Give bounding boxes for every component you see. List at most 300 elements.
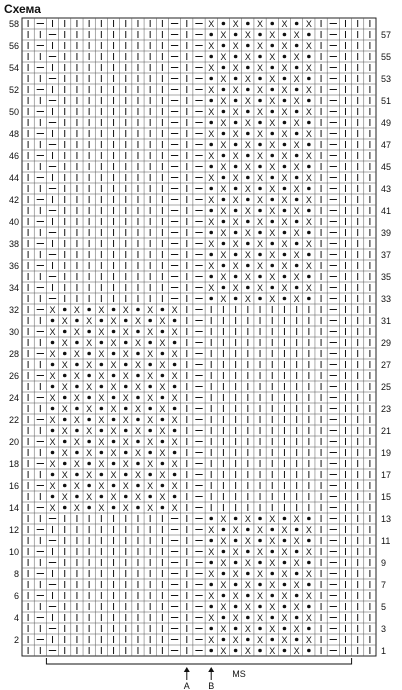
cross-stitch: X <box>220 118 227 128</box>
cross-stitch: X <box>208 547 215 557</box>
bobble-stitch <box>270 616 274 620</box>
cross-stitch: X <box>208 283 215 293</box>
row-number-right: 23 <box>381 404 392 414</box>
bobble-stitch <box>209 627 213 631</box>
cross-stitch: X <box>305 261 312 271</box>
bobble-stitch <box>234 55 238 59</box>
cross-stitch: X <box>86 404 93 414</box>
bobble-stitch <box>173 473 177 477</box>
bobble-stitch <box>222 550 226 554</box>
bobble-stitch <box>173 341 177 345</box>
cross-stitch: X <box>122 305 129 315</box>
bobble-stitch <box>87 418 91 422</box>
row-number-left: 18 <box>8 459 19 469</box>
bobble-stitch <box>161 330 165 334</box>
cross-stitch: X <box>220 514 227 524</box>
bobble-stitch <box>148 473 152 477</box>
bobble-stitch <box>270 286 274 290</box>
cross-stitch: X <box>49 327 56 337</box>
cross-stitch: X <box>281 129 288 139</box>
cross-stitch: X <box>147 305 154 315</box>
cross-stitch: X <box>257 591 264 601</box>
bobble-stitch <box>258 253 262 257</box>
cross-stitch: X <box>147 415 154 425</box>
bobble-stitch <box>246 594 250 598</box>
cross-stitch: X <box>281 63 288 73</box>
cross-stitch: X <box>208 635 215 645</box>
bobble-stitch <box>136 440 140 444</box>
bobble-stitch <box>51 451 55 455</box>
cross-stitch: X <box>244 162 251 172</box>
cross-stitch: X <box>269 514 276 524</box>
bobble-stitch <box>173 319 177 323</box>
bobble-stitch <box>209 649 213 653</box>
cross-stitch: X <box>232 63 239 73</box>
bobble-stitch <box>173 429 177 433</box>
cross-stitch: X <box>293 184 300 194</box>
cross-stitch: X <box>208 591 215 601</box>
cross-stitch: X <box>293 624 300 634</box>
bobble-stitch <box>51 363 55 367</box>
bobble-stitch <box>307 187 311 191</box>
row-number-left: 50 <box>8 107 19 117</box>
cross-stitch: X <box>269 602 276 612</box>
cross-stitch: X <box>86 338 93 348</box>
cross-stitch: X <box>122 415 129 425</box>
cross-stitch: X <box>281 107 288 117</box>
row-number-left: 30 <box>8 327 19 337</box>
cross-stitch: X <box>244 228 251 238</box>
bobble-stitch <box>246 44 250 48</box>
bobble-stitch <box>258 77 262 81</box>
cross-stitch: X <box>73 349 80 359</box>
row-number-right: 11 <box>381 536 391 546</box>
bobble-stitch <box>63 308 67 312</box>
cross-stitch: X <box>147 349 154 359</box>
bobble-stitch <box>307 231 311 235</box>
cross-stitch: X <box>98 415 105 425</box>
cross-stitch: X <box>269 536 276 546</box>
cross-stitch: X <box>220 536 227 546</box>
bobble-stitch <box>173 385 177 389</box>
cross-stitch: X <box>171 437 178 447</box>
bobble-stitch <box>148 451 152 455</box>
cross-stitch: X <box>208 195 215 205</box>
cross-stitch: X <box>269 646 276 656</box>
bobble-stitch <box>307 33 311 37</box>
cross-stitch: X <box>73 481 80 491</box>
cross-stitch: X <box>220 96 227 106</box>
bobble-stitch <box>307 583 311 587</box>
cross-stitch: X <box>257 525 264 535</box>
row-number-left: 8 <box>13 569 19 579</box>
cross-stitch: X <box>98 349 105 359</box>
cross-stitch: X <box>232 195 239 205</box>
bobble-stitch <box>124 407 128 411</box>
bobble-stitch <box>136 396 140 400</box>
cross-stitch: X <box>305 63 312 73</box>
cross-stitch: X <box>269 140 276 150</box>
row-number-right: 39 <box>381 228 392 238</box>
cross-stitch: X <box>110 426 117 436</box>
cross-stitch: X <box>61 470 68 480</box>
bobble-stitch <box>173 363 177 367</box>
bobble-stitch <box>270 638 274 642</box>
bobble-stitch <box>295 22 299 26</box>
cross-stitch: X <box>269 250 276 260</box>
cross-stitch: X <box>257 85 264 95</box>
cross-stitch: X <box>305 151 312 161</box>
bobble-stitch <box>87 374 91 378</box>
cross-stitch: X <box>220 228 227 238</box>
cross-stitch: X <box>293 74 300 84</box>
cross-stitch: X <box>220 272 227 282</box>
cross-stitch: X <box>305 613 312 623</box>
bobble-stitch <box>75 451 79 455</box>
bobble-stitch <box>87 506 91 510</box>
cross-stitch: X <box>110 316 117 326</box>
cross-stitch: X <box>305 547 312 557</box>
cross-stitch: X <box>281 41 288 51</box>
bobble-stitch <box>222 638 226 642</box>
cross-stitch: X <box>244 602 251 612</box>
bobble-stitch <box>87 352 91 356</box>
bobble-stitch <box>222 286 226 290</box>
cross-stitch: X <box>281 635 288 645</box>
bobble-stitch <box>307 297 311 301</box>
bobble-stitch <box>258 627 262 631</box>
bobble-stitch <box>283 517 287 521</box>
cross-stitch: X <box>134 338 141 348</box>
cross-stitch: X <box>49 437 56 447</box>
cross-stitch: X <box>257 569 264 579</box>
bobble-stitch <box>258 209 262 213</box>
bobble-stitch <box>222 616 226 620</box>
label-ms: MS <box>232 669 246 679</box>
bobble-stitch <box>209 187 213 191</box>
cross-stitch: X <box>159 492 166 502</box>
bobble-stitch <box>51 319 55 323</box>
row-number-left: 26 <box>8 371 19 381</box>
bobble-stitch <box>258 231 262 235</box>
cross-stitch: X <box>305 195 312 205</box>
cross-stitch: X <box>49 481 56 491</box>
cross-stitch: X <box>244 646 251 656</box>
bobble-stitch <box>258 143 262 147</box>
cross-stitch: X <box>220 140 227 150</box>
cross-stitch: X <box>305 283 312 293</box>
cross-stitch: X <box>220 184 227 194</box>
cross-stitch: X <box>159 404 166 414</box>
bobble-stitch <box>283 231 287 235</box>
cross-stitch: X <box>281 195 288 205</box>
bobble-stitch <box>136 418 140 422</box>
cross-stitch: X <box>244 96 251 106</box>
cross-stitch: X <box>244 184 251 194</box>
cross-stitch: X <box>122 437 129 447</box>
cross-stitch: X <box>269 272 276 282</box>
bobble-stitch <box>209 77 213 81</box>
cross-stitch: X <box>49 349 56 359</box>
bobble-stitch <box>161 418 165 422</box>
row-number-left: 48 <box>8 129 19 139</box>
bobble-stitch <box>234 187 238 191</box>
cross-stitch: X <box>257 635 264 645</box>
bobble-stitch <box>136 308 140 312</box>
bobble-stitch <box>63 374 67 378</box>
bobble-stitch <box>63 352 67 356</box>
cross-stitch: X <box>232 41 239 51</box>
cross-stitch: X <box>122 393 129 403</box>
bobble-stitch <box>283 99 287 103</box>
cross-stitch: X <box>220 74 227 84</box>
bobble-stitch <box>222 220 226 224</box>
cross-stitch: X <box>134 470 141 480</box>
bobble-stitch <box>87 440 91 444</box>
bobble-stitch <box>75 385 79 389</box>
bobble-stitch <box>295 132 299 136</box>
bobble-stitch <box>209 99 213 103</box>
bobble-stitch <box>87 396 91 400</box>
cross-stitch: X <box>134 404 141 414</box>
bobble-stitch <box>136 506 140 510</box>
cross-stitch: X <box>220 624 227 634</box>
cross-stitch: X <box>232 613 239 623</box>
bobble-stitch <box>295 286 299 290</box>
bobble-stitch <box>136 374 140 378</box>
cross-stitch: X <box>159 360 166 370</box>
cross-stitch: X <box>281 591 288 601</box>
bobble-stitch <box>136 462 140 466</box>
cross-stitch: X <box>49 415 56 425</box>
bobble-stitch <box>246 638 250 642</box>
row-number-right: 7 <box>381 580 387 590</box>
bobble-stitch <box>161 506 165 510</box>
row-number-right: 47 <box>381 140 392 150</box>
cross-stitch: X <box>293 272 300 282</box>
cross-stitch: X <box>269 118 276 128</box>
cross-stitch: X <box>134 316 141 326</box>
cross-stitch: X <box>293 162 300 172</box>
bobble-stitch <box>87 484 91 488</box>
bobble-stitch <box>209 605 213 609</box>
bobble-stitch <box>209 55 213 59</box>
bobble-stitch <box>173 407 177 411</box>
cross-stitch: X <box>269 162 276 172</box>
cross-stitch: X <box>98 481 105 491</box>
bobble-stitch <box>87 330 91 334</box>
cross-stitch: X <box>134 426 141 436</box>
bobble-stitch <box>270 550 274 554</box>
bobble-stitch <box>51 495 55 499</box>
cross-stitch: X <box>293 52 300 62</box>
cross-stitch: X <box>122 481 129 491</box>
bobble-stitch <box>295 176 299 180</box>
row-number-right: 35 <box>381 272 392 282</box>
row-number-left: 54 <box>8 63 19 73</box>
row-number-right: 19 <box>381 448 392 458</box>
row-number-left: 28 <box>8 349 19 359</box>
bobble-stitch <box>283 627 287 631</box>
cross-stitch: X <box>171 327 178 337</box>
cross-stitch: X <box>244 74 251 84</box>
bobble-stitch <box>222 44 226 48</box>
cross-stitch: X <box>98 393 105 403</box>
cross-stitch: X <box>98 503 105 513</box>
cross-stitch: X <box>244 580 251 590</box>
row-number-left: 44 <box>8 173 19 183</box>
arrow-a-head <box>184 667 190 672</box>
bobble-stitch <box>161 308 165 312</box>
bobble-stitch <box>246 66 250 70</box>
cross-stitch: X <box>232 547 239 557</box>
row-number-left: 34 <box>8 283 19 293</box>
bobble-stitch <box>75 319 79 323</box>
cross-stitch: X <box>269 52 276 62</box>
cross-stitch: X <box>244 514 251 524</box>
cross-stitch: X <box>305 591 312 601</box>
bobble-stitch <box>124 385 128 389</box>
cross-stitch: X <box>232 569 239 579</box>
bobble-stitch <box>234 209 238 213</box>
bobble-stitch <box>222 22 226 26</box>
bobble-stitch <box>51 385 55 389</box>
cross-stitch: X <box>98 459 105 469</box>
bobble-stitch <box>148 363 152 367</box>
cross-stitch: X <box>269 580 276 590</box>
cross-stitch: X <box>159 338 166 348</box>
cross-stitch: X <box>305 85 312 95</box>
cross-stitch: X <box>122 459 129 469</box>
cross-stitch: X <box>134 492 141 502</box>
bobble-stitch <box>295 528 299 532</box>
cross-stitch: X <box>293 96 300 106</box>
bobble-stitch <box>63 440 67 444</box>
cross-stitch: X <box>293 140 300 150</box>
cross-stitch: X <box>281 151 288 161</box>
bobble-stitch <box>258 605 262 609</box>
bobble-stitch <box>75 473 79 477</box>
cross-stitch: X <box>232 217 239 227</box>
bobble-stitch <box>209 253 213 257</box>
cross-stitch: X <box>257 239 264 249</box>
cross-stitch: X <box>220 52 227 62</box>
bobble-stitch <box>100 385 104 389</box>
bobble-stitch <box>63 396 67 400</box>
cross-stitch: X <box>220 602 227 612</box>
bobble-stitch <box>295 88 299 92</box>
bobble-stitch <box>234 539 238 543</box>
bobble-stitch <box>173 495 177 499</box>
bobble-stitch <box>148 407 152 411</box>
cross-stitch: X <box>49 393 56 403</box>
cross-stitch: X <box>110 492 117 502</box>
cross-stitch: X <box>61 448 68 458</box>
cross-stitch: X <box>208 525 215 535</box>
bobble-stitch <box>63 330 67 334</box>
cross-stitch: X <box>110 470 117 480</box>
cross-stitch: X <box>232 85 239 95</box>
bobble-stitch <box>307 121 311 125</box>
row-number-left: 22 <box>8 415 19 425</box>
bobble-stitch <box>161 484 165 488</box>
cross-stitch: X <box>98 371 105 381</box>
cross-stitch: X <box>171 481 178 491</box>
bobble-stitch <box>112 374 116 378</box>
bobble-stitch <box>51 473 55 477</box>
cross-stitch: X <box>73 393 80 403</box>
cross-stitch: X <box>281 613 288 623</box>
cross-stitch: X <box>73 437 80 447</box>
bobble-stitch <box>100 319 104 323</box>
row-number-left: 58 <box>8 19 19 29</box>
row-number-left: 36 <box>8 261 19 271</box>
row-number-left: 14 <box>8 503 19 513</box>
cross-stitch: X <box>159 316 166 326</box>
cross-stitch: X <box>232 129 239 139</box>
cross-stitch: X <box>208 239 215 249</box>
bobble-stitch <box>161 440 165 444</box>
cross-stitch: X <box>244 250 251 260</box>
cross-stitch: X <box>305 525 312 535</box>
page-title: Схема <box>4 2 41 16</box>
cross-stitch: X <box>171 305 178 315</box>
cross-stitch: X <box>73 459 80 469</box>
cross-stitch: X <box>305 635 312 645</box>
cross-stitch: X <box>232 151 239 161</box>
bobble-stitch <box>222 176 226 180</box>
row-number-right: 51 <box>381 96 392 106</box>
cross-stitch: X <box>232 591 239 601</box>
cross-stitch: X <box>86 316 93 326</box>
bobble-stitch <box>295 66 299 70</box>
cross-stitch: X <box>232 635 239 645</box>
bobble-stitch <box>209 143 213 147</box>
cross-stitch: X <box>257 613 264 623</box>
bobble-stitch <box>307 517 311 521</box>
bobble-stitch <box>75 341 79 345</box>
cross-stitch: X <box>171 459 178 469</box>
bobble-stitch <box>258 187 262 191</box>
row-number-left: 2 <box>13 635 19 645</box>
bobble-stitch <box>258 121 262 125</box>
bobble-stitch <box>307 165 311 169</box>
bobble-stitch <box>234 605 238 609</box>
cross-stitch: X <box>208 261 215 271</box>
cross-stitch: X <box>147 437 154 447</box>
bobble-stitch <box>295 198 299 202</box>
cross-stitch: X <box>293 580 300 590</box>
row-number-right: 53 <box>381 74 392 84</box>
bobble-stitch <box>112 308 116 312</box>
bobble-stitch <box>75 495 79 499</box>
cross-stitch: X <box>61 382 68 392</box>
cross-stitch: X <box>208 19 215 29</box>
cross-stitch: X <box>257 129 264 139</box>
cross-stitch: X <box>110 448 117 458</box>
cross-stitch: X <box>244 558 251 568</box>
cross-stitch: X <box>208 129 215 139</box>
bobble-stitch <box>63 506 67 510</box>
cross-stitch: X <box>293 514 300 524</box>
bobble-stitch <box>295 44 299 48</box>
row-number-left: 20 <box>8 437 19 447</box>
bobble-stitch <box>124 429 128 433</box>
row-number-right: 31 <box>381 316 392 326</box>
bobble-stitch <box>222 154 226 158</box>
cross-stitch: X <box>61 426 68 436</box>
cross-stitch: X <box>281 283 288 293</box>
